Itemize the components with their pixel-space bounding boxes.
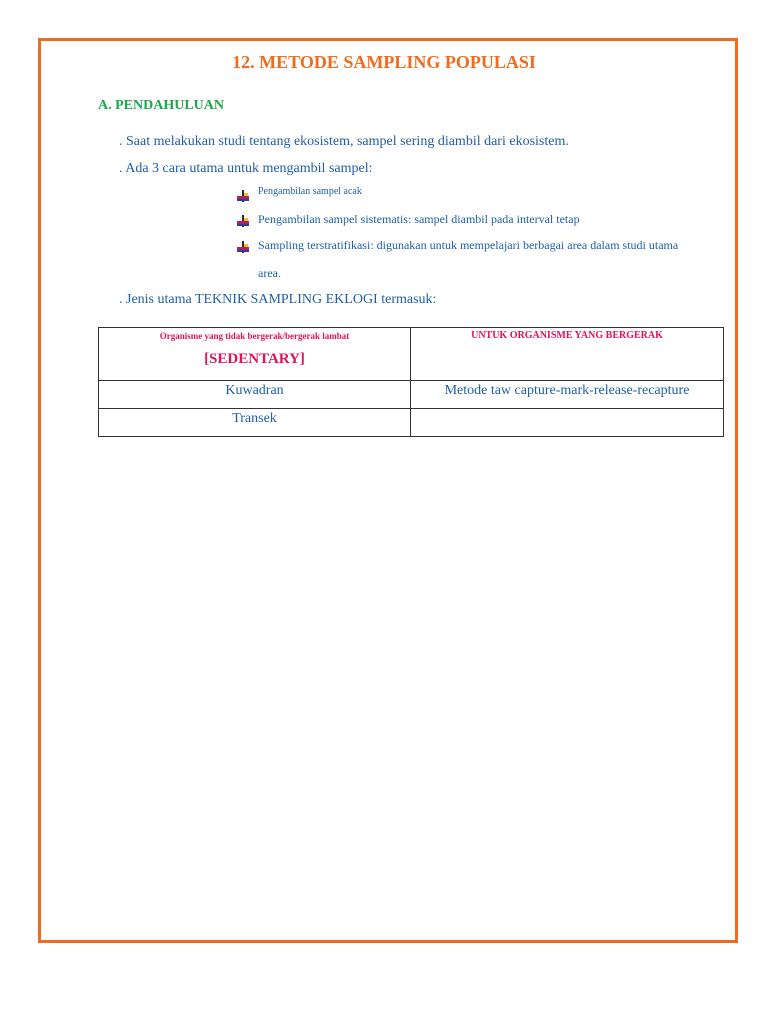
header-sedentary-label: [SEDENTARY] [204,351,305,367]
section-heading: A. PENDAHULUAN [98,98,224,113]
list-item-continuation: area. [258,266,281,280]
header-cell-sedentary [99,328,411,381]
table-cell [411,409,724,437]
sampling-technique-table [98,327,724,437]
list-item-label: Sampling terstratifikasi: digunakan untuk mempelajari berbagai area dalam studi utama [258,238,679,252]
page-title: 12. METODE SAMPLING POPULASI [232,52,536,72]
table-cell: Transek [99,409,411,437]
plus-cross-bullet-icon [236,189,250,203]
paragraph-technique-types: . Jenis utama TEKNIK SAMPLING EKLOGI termasuk: [119,292,437,307]
header-cell-moving [411,328,724,381]
table-cell: Kuwadran [99,381,411,409]
table-cell: Metode taw capture-mark-release-recapture [411,381,724,409]
plus-cross-bullet-icon [236,214,250,228]
plus-cross-bullet-icon [236,240,250,254]
paragraph-ecosystem-study: . Saat melakukan studi tentang ekosistem, sampel sering diambil dari ekosistem. [119,134,569,149]
table-row [99,381,724,409]
header-sedentary-description: Organisme yang tidak bergerak/bergerak lambat [159,331,350,341]
list-item-label: Pengambilan sampel acak [258,186,362,197]
header-moving-label: UNTUK ORGANISME YANG BERGERAK [471,330,663,341]
paragraph-sampling-ways: . Ada 3 cara utama untuk mengambil sampel: [119,161,373,176]
list-item-label: Pengambilan sampel sistematis: sampel diambil pada interval tetap [258,212,580,226]
table-header-row [99,328,724,381]
table-row [99,409,724,437]
